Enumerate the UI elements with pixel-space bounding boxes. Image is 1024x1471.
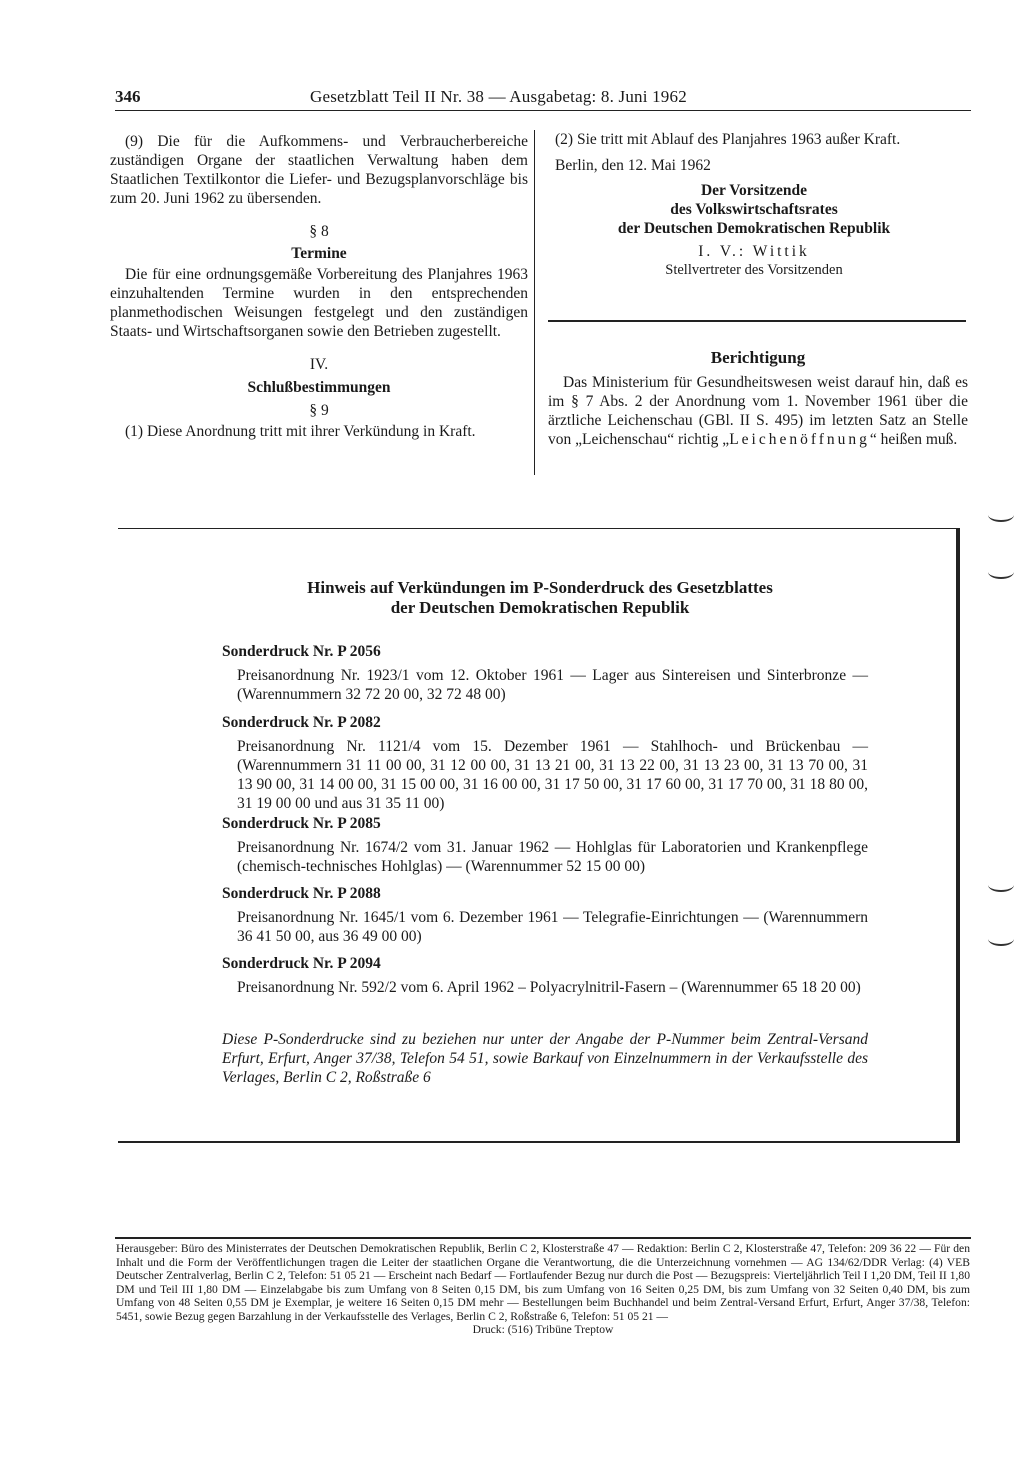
imprint-printer: Druck: (516) Tribüne Treptow bbox=[472, 1323, 614, 1336]
entry-heading: Sonderdruck Nr. P 2082 bbox=[222, 714, 381, 731]
part-iv-number: IV. bbox=[309, 356, 329, 373]
section-8-title: Termine bbox=[291, 245, 347, 262]
correction-word: Leichenöffnung bbox=[729, 431, 870, 448]
section-8-number: § 8 bbox=[309, 223, 329, 240]
right-column bbox=[540, 130, 968, 280]
correction-text-2: “ heißen muß. bbox=[869, 431, 958, 448]
sonderdruck-entry bbox=[222, 713, 868, 813]
entry-body: Preisanordnung Nr. 1923/1 vom 12. Oktober 1961 — Lager aus Sintereisen und Sinterbronze — (Warennummern 32 72 20 00, 32 72 48 00) bbox=[237, 667, 868, 703]
correction-title: Berichtigung bbox=[710, 348, 806, 367]
page-header bbox=[115, 84, 971, 111]
column-divider bbox=[534, 130, 535, 475]
section-8-text: Die für eine ordnungsgemäße Vorbereitung des Planjahres 1963 einzuhaltenden Termine wurden in den entsprechenden planmethodischen Weisungen festgelegt und den zuständigen Staats- und Wirtschaftsorganen sowie den Betrieben zugestellt. bbox=[110, 266, 528, 340]
entry-body: Preisanordnung Nr. 1121/4 vom 15. Dezember 1961 — Stahlhoch- und Brückenbau — (Warennummern 31 11 00 00, 31 12 00 00, 31 13 21 00, 31 13 22 00, 31 13 23 00, 31 13 70 00, 31 13 90 00, 31 14 00 00, 31 15 00 00, 31 16 00 00, 31 17 50 00, 31 17 60 00, 31 17 70 00, 31 18 80 00, 31 19 00 00 und aus 31 35 11 00) bbox=[237, 738, 868, 812]
entry-body: Preisanordnung Nr. 1645/1 vom 6. Dezember 1961 — Telegrafie-Einrichtungen — (Warennummern 36 41 50 00, aus 36 49 00 00) bbox=[237, 909, 868, 945]
correction-rule bbox=[548, 320, 966, 322]
imprint bbox=[116, 1242, 970, 1337]
entry-body: Preisanordnung Nr. 592/2 vom 6. April 1962 – Polyacrylnitril-Fasern – (Warennummer 65 18 20 00) bbox=[237, 979, 861, 996]
margin-mark bbox=[988, 508, 1014, 522]
signature-line-3: der Deutschen Demokratischen Republik bbox=[617, 220, 891, 237]
margin-mark bbox=[988, 932, 1014, 946]
signer-name: I. V.: Wittik bbox=[698, 243, 810, 260]
left-column bbox=[110, 132, 528, 441]
ordering-note: Diese P-Sonderdrucke sind zu beziehen nur unter der Angabe der P-Nummer beim Zentral-Versand Erfurt, Erfurt, Anger 37/38, Telefon 54 51, sowie Barkauf von Einzelnummern in der Verkaufsstelle des Verlages, Berlin C 2, Roßstraße 6 bbox=[222, 1031, 868, 1086]
footer-rule bbox=[115, 1237, 971, 1239]
entry-heading: Sonderdruck Nr. P 2056 bbox=[222, 643, 381, 660]
margin-mark bbox=[988, 878, 1014, 892]
notice-box-title bbox=[250, 578, 830, 618]
page-number: 346 bbox=[115, 87, 141, 106]
notice-title-line-2: der Deutschen Demokratischen Republik bbox=[390, 598, 690, 617]
entry-heading: Sonderdruck Nr. P 2088 bbox=[222, 885, 381, 902]
correction-block bbox=[548, 348, 968, 449]
signature-line-1: Der Vorsitzende bbox=[700, 182, 808, 199]
margin-mark bbox=[988, 565, 1014, 579]
sonderdruck-entry bbox=[222, 814, 868, 876]
sonderdruck-entry bbox=[222, 884, 868, 946]
entry-heading: Sonderdruck Nr. P 2085 bbox=[222, 815, 381, 832]
correction-text-1: Das Ministerium für Gesundheitswesen weist darauf hin, daß es im § 7 Abs. 2 der Anordnung vom 1. November 1961 über die ärztliche Leichenschau (GBl. II S. 495) im letzten Satz an Stelle von „Leichenschau“ richtig „ bbox=[548, 374, 968, 448]
paragraph-9: (9) Die für die Aufkommens- und Verbraucherbereiche zuständigen Organe der staatlichen Verwaltung haben dem Staatlichen Textilkontor die Liefer- und Bezugsplanvorschläge bis zum 20. Juni 1962 zu übersenden. bbox=[110, 133, 528, 207]
signer-role: Stellvertreter des Vorsitzenden bbox=[665, 262, 843, 278]
header-title: Gesetzblatt Teil II Nr. 38 — Ausgabetag: 8. Juni 1962 bbox=[310, 87, 687, 106]
section-9-number: § 9 bbox=[309, 402, 329, 419]
paragraph-2: (2) Sie tritt mit Ablauf des Planjahres 1963 außer Kraft. bbox=[555, 131, 901, 148]
entry-heading: Sonderdruck Nr. P 2094 bbox=[222, 955, 381, 972]
section-9-text: (1) Diese Anordnung tritt mit ihrer Verkündung in Kraft. bbox=[125, 423, 476, 440]
sonderdruck-entry bbox=[222, 642, 868, 704]
correction-text bbox=[548, 373, 968, 449]
entry-body: Preisanordnung Nr. 1674/2 vom 31. Januar 1962 — Hohlglas für Laboratorien und Krankenpflege (chemisch-technisches Hohlglas) — (Warennummer 52 15 00 00) bbox=[237, 839, 868, 875]
place-date: Berlin, den 12. Mai 1962 bbox=[555, 157, 711, 174]
part-iv-title: Schlußbestimmungen bbox=[247, 379, 391, 396]
notice-title-line-1: Hinweis auf Verkündungen im P-Sonderdruck des Gesetzblattes bbox=[307, 578, 773, 597]
imprint-text: Herausgeber: Büro des Ministerrates der Deutschen Demokratischen Republik, Berlin C 2, Klosterstraße 47 — Redaktion: Berlin C 2, Klosterstraße 47, Telefon: 209 36 22 — Für den Inhalt und die Form der Veröffentlichungen tragen die Leiter der staatlichen Organe die Verantwortung, die die Unterzeichnung vornehmen — AG 134/62/DDR Verlag: (4) VEB Deutscher Zentralverlag, Berlin C 2, Telefon: 51 05 21 — Erscheint nach Bedarf — Fortlaufender Bezug nur durch die Post — Bezugspreis: Vierteljährlich Teil I 1,20 DM, Teil II 1,80 DM und Teil III 1,80 DM — Einzelabgabe bis zum Umfang von 8 Seiten 0,15 DM, bis zum Umfang von 16 Seiten 0,25 DM, bis zum Umfang von 32 Seiten 0,40 DM, bis zum Umfang von 48 Seiten 0,55 DM je Exemplar, je weitere 16 Seiten 0,15 DM mehr — Bestellungen beim Buchhandel und beim Zentral-Versand Erfurt, Erfurt, Anger 37/38, Telefon: 5451, sowie Bezug gegen Barzahlung in der Verkaufsstelle des Verlages, Berlin C 2, Roßstraße 6, Telefon: 51 05 21 — bbox=[116, 1242, 970, 1323]
sonderdruck-entry bbox=[222, 954, 868, 997]
signature-line-2: des Volkswirtschaftsrates bbox=[670, 201, 838, 218]
